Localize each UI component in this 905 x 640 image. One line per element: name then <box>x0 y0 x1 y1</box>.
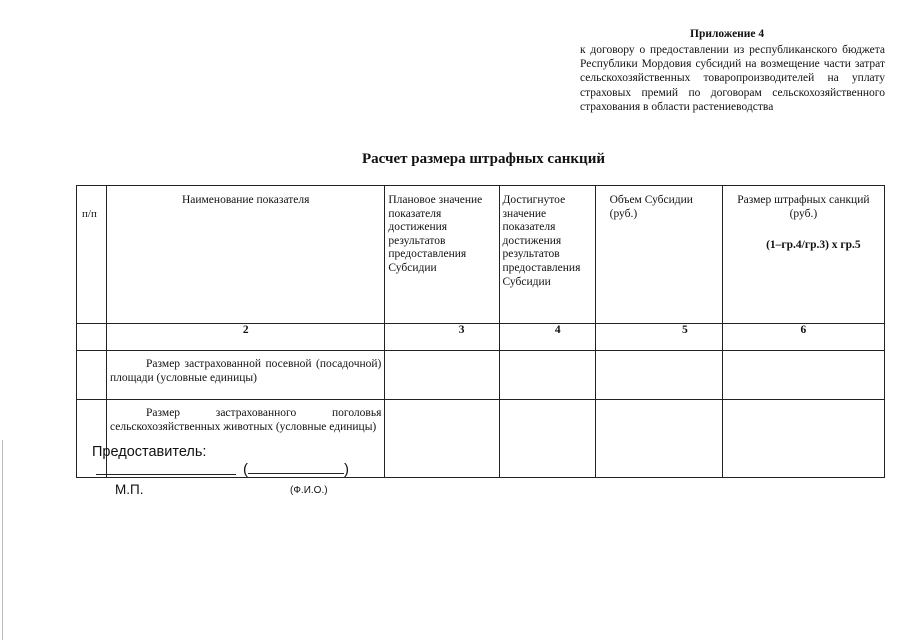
header-num: п/п <box>77 186 107 324</box>
fio-close-paren: ) <box>344 461 349 478</box>
table-row <box>77 400 885 478</box>
header-penalty-formula: (1–гр.4/гр.3) х гр.5 <box>766 239 861 252</box>
row-volume-cell[interactable] <box>595 400 722 478</box>
table-row <box>77 351 885 400</box>
fio-label: (Ф.И.О.) <box>290 485 328 496</box>
row-plan-cell[interactable] <box>385 351 499 400</box>
table-header-row <box>77 186 885 324</box>
header-name: Наименование показателя <box>107 186 385 324</box>
row-name-cell: Размер застрахованного поголовья сельскохозяйственных животных (условные единицы) <box>107 400 385 478</box>
scan-edge <box>2 440 3 640</box>
header-penalty <box>722 186 884 324</box>
stamp-label: М.П. <box>115 482 144 497</box>
row-name-cell: Размер застрахованной посевной (посадочной) площади (условные единицы) <box>107 351 385 400</box>
row-achieved-cell[interactable] <box>499 400 595 478</box>
row-num-cell <box>77 400 107 478</box>
row-penalty-cell[interactable] <box>722 400 884 478</box>
header-plan: Плановое значение показателя достижения результатов предоставления Субсидии <box>385 186 499 324</box>
header-volume: Объем Субсидии (руб.) <box>595 186 722 324</box>
document-title: Расчет размера штрафных санкций <box>362 151 605 167</box>
annex-title: Приложение 4 <box>690 28 765 40</box>
provider-label: Предоставитель: <box>92 444 207 460</box>
row-volume-cell[interactable] <box>595 351 722 400</box>
column-number: 3 <box>385 324 499 351</box>
annex-description: к договору о предоставлении из республиканского бюджета Республики Мордовия субсидий на возмещение части затрат сельскохозяйственных товаропроизводителей на уплату страховых премий по договорам сельскохозяйственного страхования в области растениеводства <box>580 44 885 113</box>
column-number: 6 <box>722 324 884 351</box>
header-achieved: Достигнутое значение показателя достижения результатов предоставления Субсидии <box>499 186 595 324</box>
penalty-table <box>76 185 885 478</box>
signature-line[interactable] <box>96 474 236 475</box>
column-number: 5 <box>595 324 722 351</box>
row-plan-cell[interactable] <box>385 400 499 478</box>
fio-blank-line[interactable] <box>248 459 344 474</box>
row-penalty-cell[interactable] <box>722 351 884 400</box>
row-num-cell <box>77 351 107 400</box>
fio-field[interactable] <box>243 459 349 478</box>
header-penalty-label: Размер штрафных санкций (руб.) <box>737 194 870 220</box>
column-number-row <box>77 324 885 351</box>
column-number: 2 <box>107 324 385 351</box>
fio-open-paren: ( <box>243 461 248 478</box>
row-achieved-cell[interactable] <box>499 351 595 400</box>
column-number: 4 <box>499 324 595 351</box>
column-number-empty <box>77 324 107 351</box>
